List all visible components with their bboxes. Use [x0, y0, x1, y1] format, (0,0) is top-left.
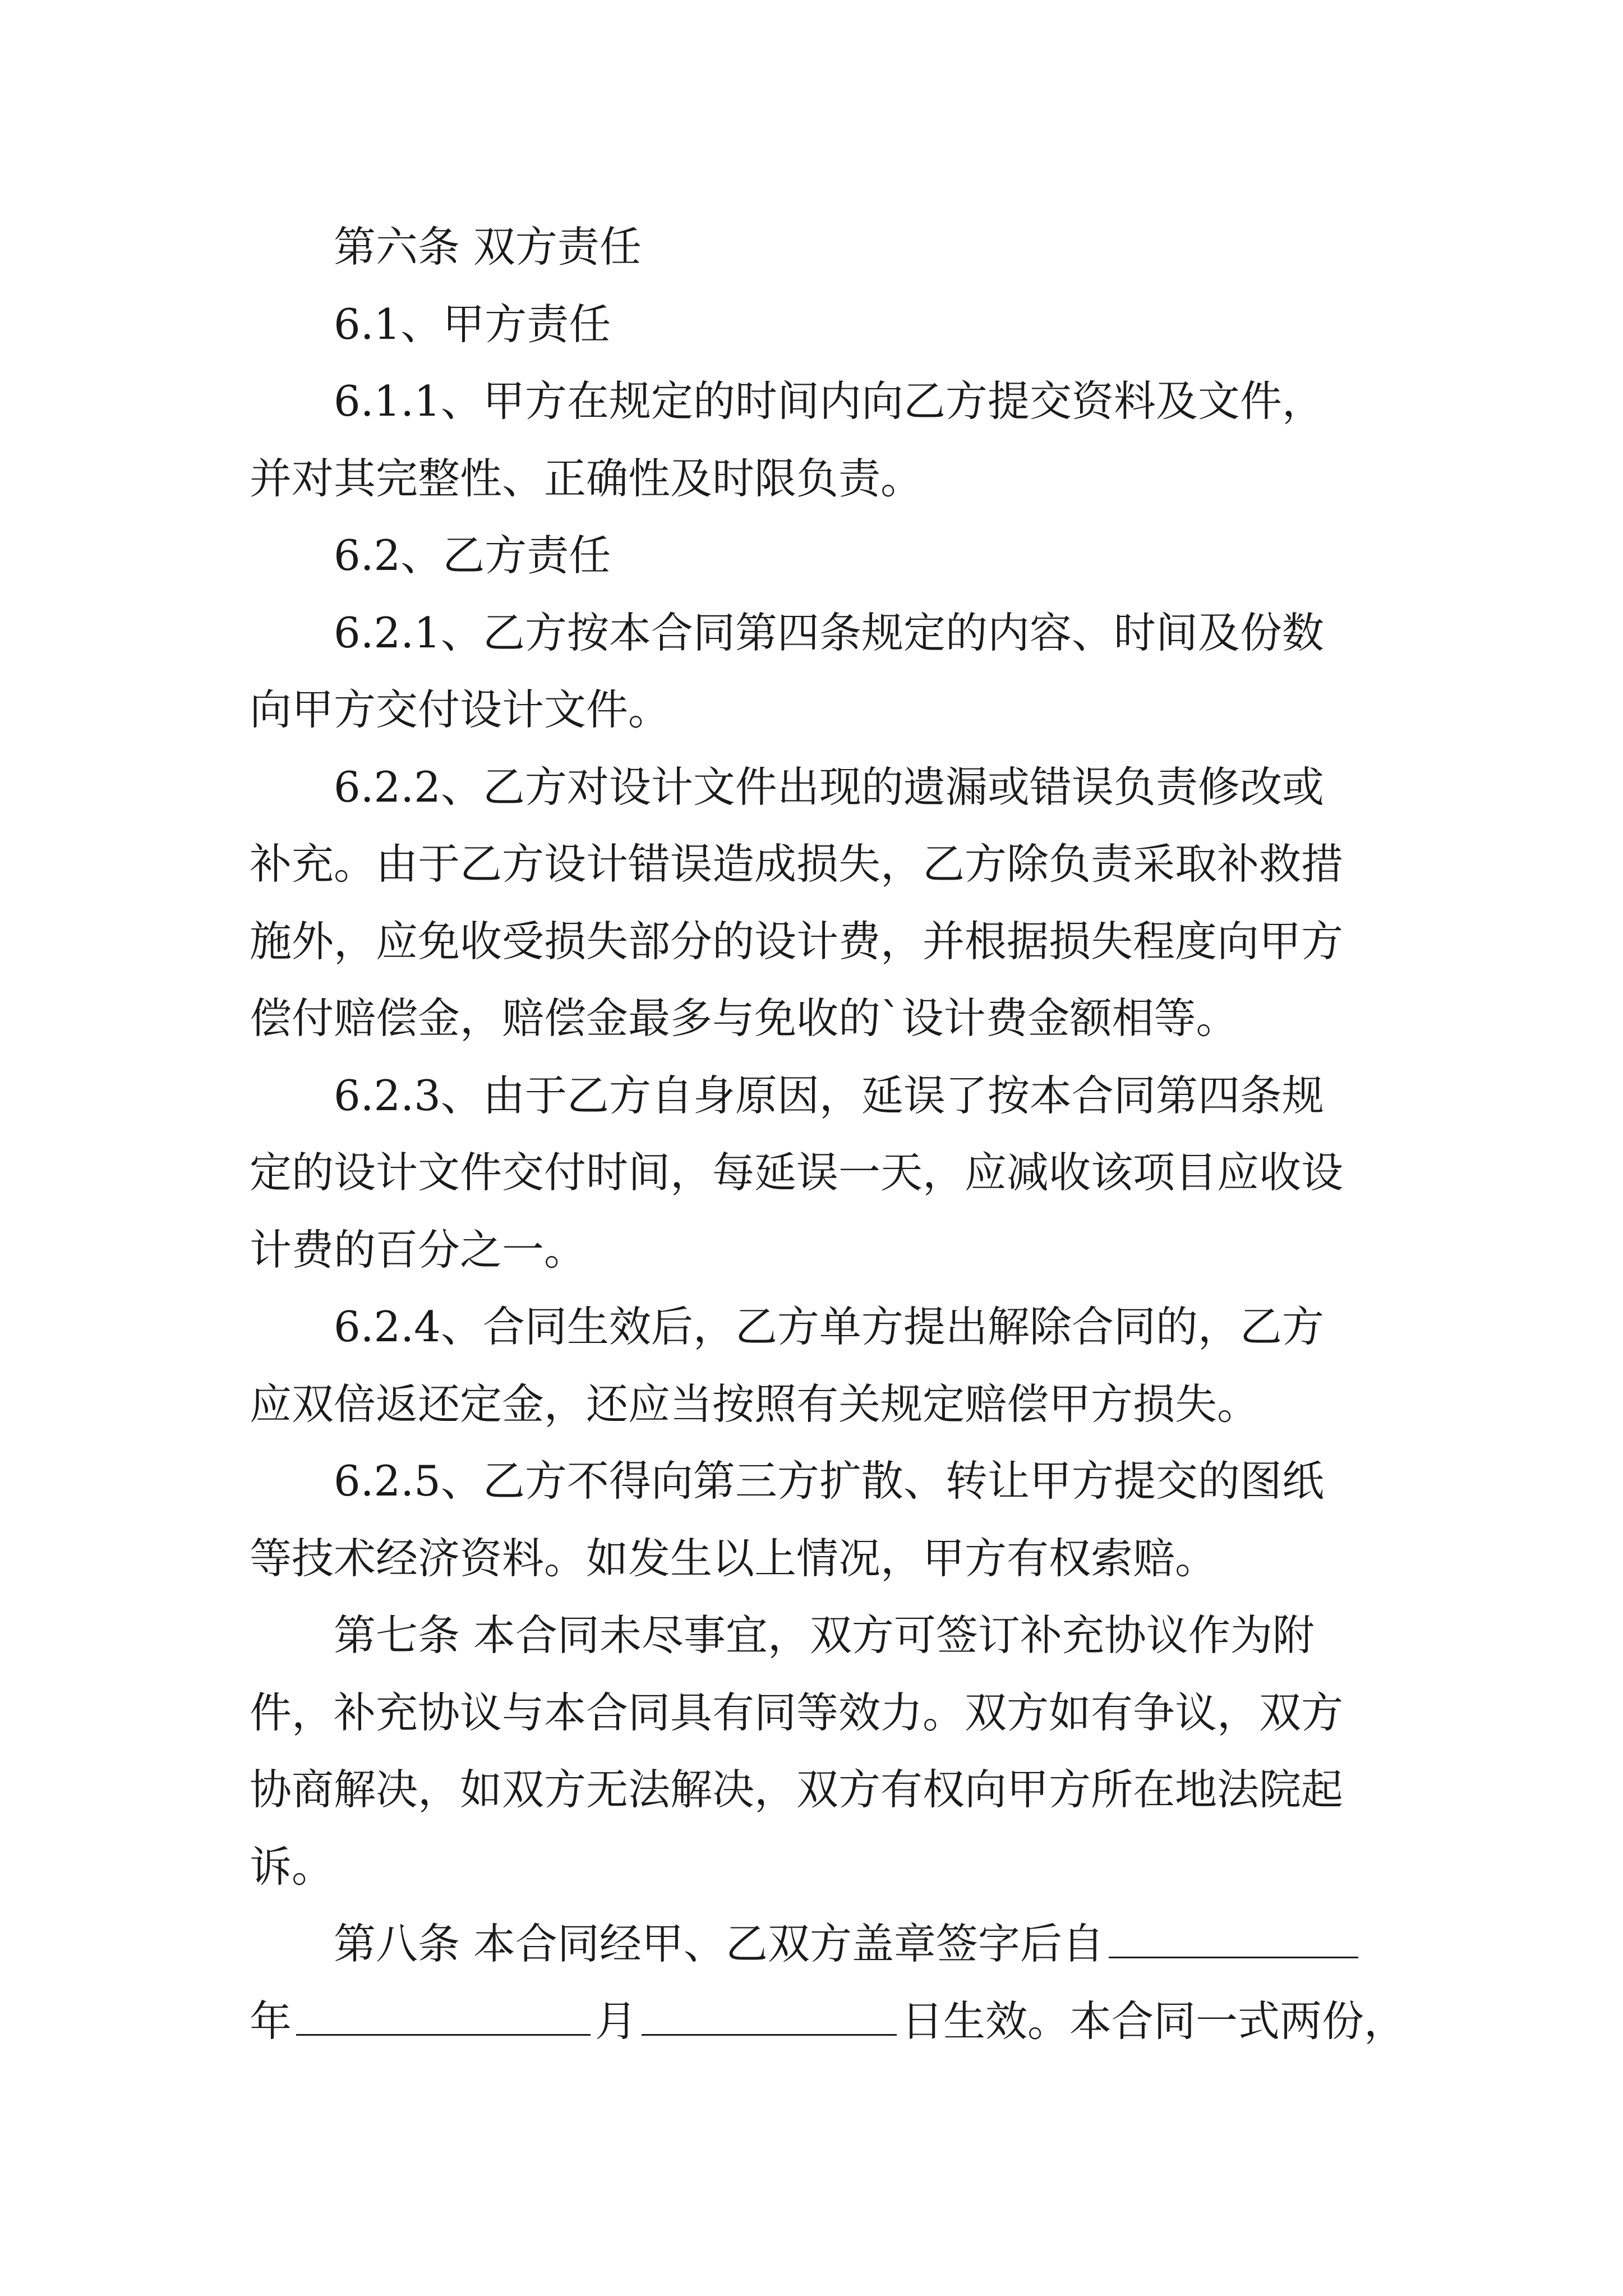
article-7-line-3: 协商解决，如双方无法解决，双方有权向甲方所在地法院起 [250, 1765, 1344, 1814]
clause-6-2-1-line-2: 向甲方交付设计文件。 [250, 685, 671, 734]
article-7-line-2: 件，补充协议与本合同具有同等效力。双方如有争议，双方 [250, 1687, 1344, 1737]
article-7-line-4: 诉。 [250, 1842, 334, 1892]
clause-6-2-2-line-1: 6.2.2、乙方对设计文件出现的遗漏或错误负责修改或 [334, 762, 1324, 812]
month-blank [642, 1994, 897, 2036]
clause-6-2-2-line-4: 偿付赔偿金，赔偿金最多与免收的`设计费金额相等。 [250, 993, 1238, 1043]
article-8-line-2 [250, 1983, 1407, 2060]
clause-6-2-1-line-1: 6.2.1、乙方按本合同第四条规定的内容、时间及份数 [334, 608, 1324, 657]
article-8-text: 第八条 本合同经甲、乙双方盖章签字后自 [334, 1919, 1104, 1968]
article-6-heading: 第六条 双方责任 [334, 222, 642, 272]
year-blank [296, 1994, 591, 2036]
clause-6-2-4-line-2: 应双倍返还定金，还应当按照有关规定赔偿甲方损失。 [250, 1379, 1260, 1429]
clause-6-2-5-line-2: 等技术经济资料。如发生以上情况，甲方有权索赔。 [250, 1533, 1218, 1583]
clause-6-2-3-line-3: 计费的百分之一。 [250, 1225, 587, 1274]
start-date-blank [1109, 1916, 1358, 1958]
clause-6-1-1-line-1: 6.1.1、甲方在规定的时间内向乙方提交资料及文件， [334, 376, 1324, 426]
year-label: 年 [250, 1996, 292, 2046]
clause-6-2-3-line-1: 6.2.3、由于乙方自身原因，延误了按本合同第四条规 [334, 1070, 1324, 1120]
clause-6-1-1-line-2: 并对其完整性、正确性及时限负责。 [250, 453, 923, 503]
contract-body [250, 209, 1407, 2060]
clause-6-2-2-line-3: 施外，应免收受损失部分的设计费，并根据损失程度向甲方 [250, 916, 1344, 966]
effective-text: 日生效。本合同一式两份， [901, 1996, 1407, 2046]
article-7-line-1: 第七条 本合同未尽事宜，双方可签订补充协议作为附 [334, 1611, 1315, 1660]
clause-6-2-4-line-1: 6.2.4、合同生效后，乙方单方提出解除合同的，乙方 [334, 1302, 1324, 1351]
section-6-1-heading: 6.1、甲方责任 [334, 299, 611, 349]
article-8-line-1 [250, 1906, 1380, 1983]
clause-6-2-3-line-2: 定的设计文件交付时间，每延误一天，应减收该项目应收设 [250, 1148, 1344, 1197]
clause-6-2-5-line-1: 6.2.5、乙方不得向第三方扩散、转让甲方提交的图纸 [334, 1456, 1324, 1506]
clause-6-2-2-line-2: 补充。由于乙方设计错误造成损失，乙方除负责采取补救措 [250, 839, 1344, 889]
month-label: 月 [595, 1996, 638, 2046]
section-6-2-heading: 6.2、乙方责任 [334, 531, 611, 580]
